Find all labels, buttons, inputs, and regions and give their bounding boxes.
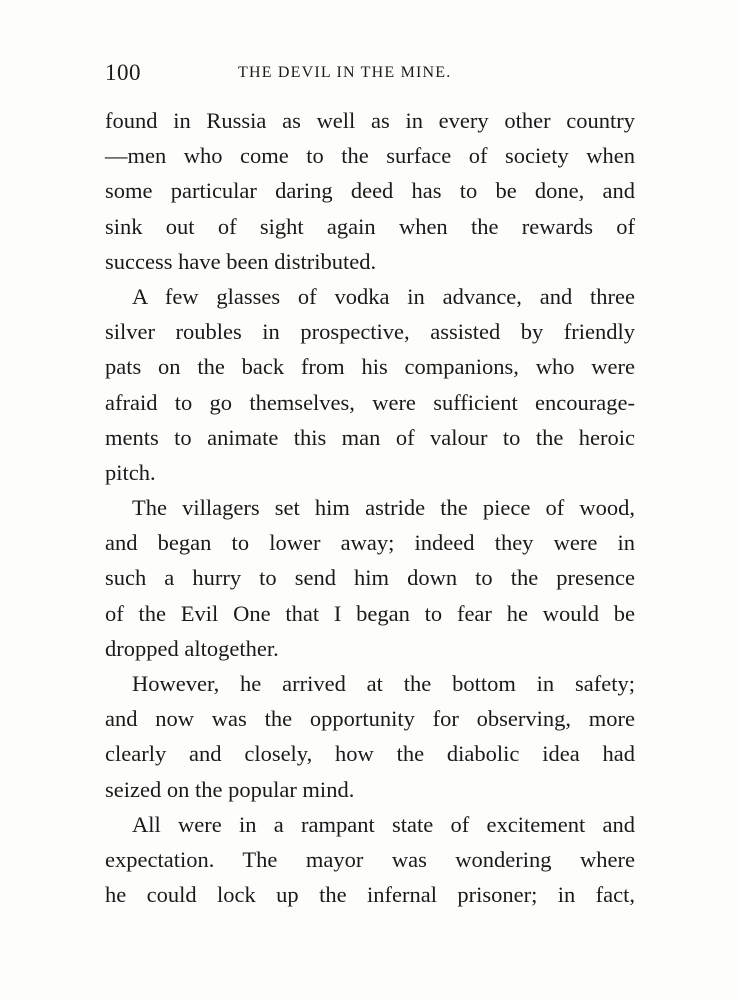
text-line: silver roubles in prospective, assisted by friendly	[105, 319, 635, 345]
text-line: All were in a rampant state of excitement and	[132, 811, 635, 837]
body-text	[105, 103, 635, 912]
text-line: expectation. The mayor was wondering where	[105, 846, 635, 872]
text-line: clearly and closely, how the diabolic idea had	[105, 741, 635, 767]
text-line: and now was the opportunity for observing, more	[105, 706, 635, 732]
text-line: A few glasses of vodka in advance, and three	[132, 283, 635, 309]
text-line: some particular daring deed has to be done, and	[105, 178, 635, 204]
text-line: sink out of sight again when the rewards of	[105, 213, 635, 239]
text-line: seized on the popular mind.	[105, 776, 355, 802]
text-line: such a hurry to send him down to the presence	[105, 565, 635, 591]
text-line: pats on the back from his companions, who were	[105, 354, 635, 380]
text-line: pitch.	[105, 459, 156, 485]
running-head	[105, 60, 635, 90]
text-line: afraid to go themselves, were sufficient encourage-	[105, 389, 635, 415]
text-line: However, he arrived at the bottom in safety;	[132, 671, 635, 696]
text-line: —men who come to the surface of society when	[105, 143, 635, 169]
text-line: of the Evil One that I began to fear he would be	[105, 600, 635, 626]
text-line: found in Russia as well as in every other country	[105, 108, 635, 133]
page-number: 100	[105, 60, 141, 85]
text-line: dropped altogether.	[105, 635, 279, 661]
text-line: ments to animate this man of valour to the heroic	[105, 424, 635, 450]
running-title: THE DEVIL IN THE MINE.	[238, 64, 452, 81]
text-line: he could lock up the infernal prisoner; in fact,	[105, 882, 635, 908]
text-line: and began to lower away; indeed they were in	[105, 530, 635, 556]
text-line: The villagers set him astride the piece of wood,	[132, 495, 635, 521]
text-line: success have been distributed.	[105, 248, 377, 274]
